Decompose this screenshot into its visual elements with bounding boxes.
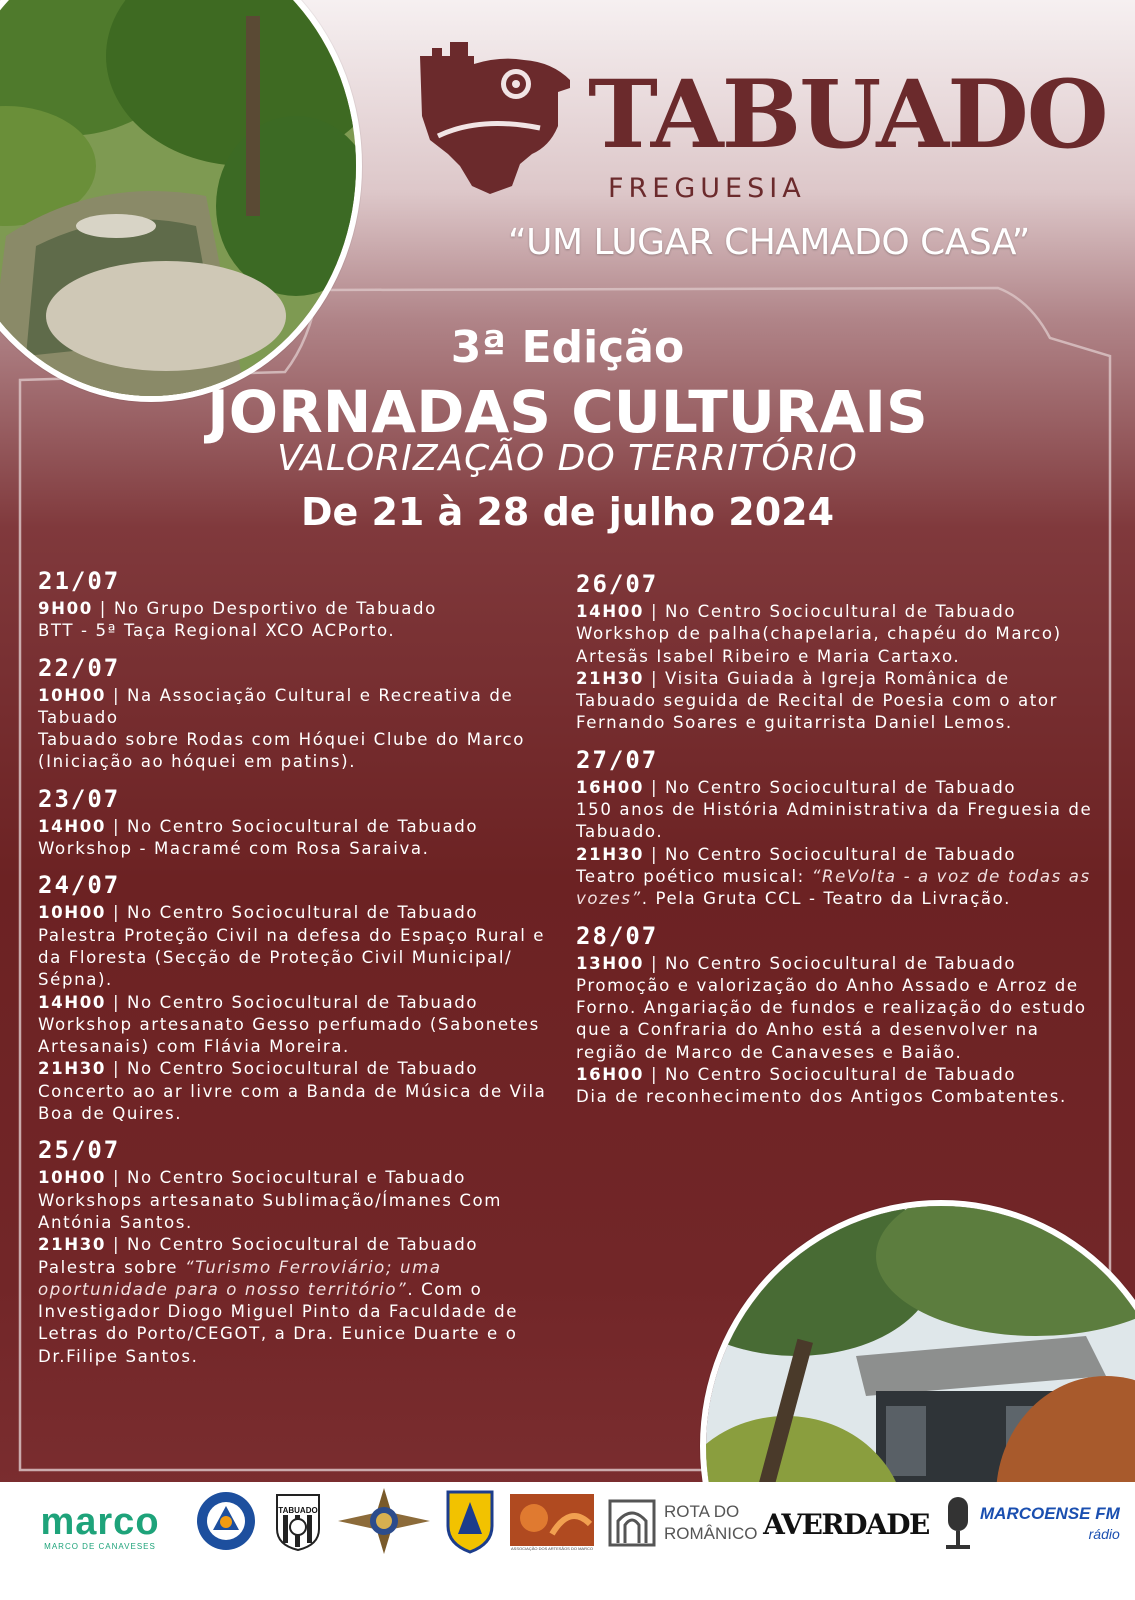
- schedule-entry: [38, 816, 548, 861]
- entry-desc: 150 anos de História Administrativa da Freguesia de Tabuado.: [576, 800, 1093, 842]
- entry-place: | No Centro Sociocultural de Tabuado: [644, 844, 1017, 864]
- entry-place: | No Centro Sociocultural de Tabuado: [644, 602, 1017, 621]
- day-date: 28/07: [576, 921, 659, 950]
- entry-place: | No Centro Sociocultural de Tabuado: [106, 1059, 479, 1079]
- compass-logo: [336, 1486, 432, 1556]
- schedule-entry: [576, 601, 1096, 668]
- schedule-entry: [576, 844, 1096, 911]
- schedule-entry: [38, 598, 548, 643]
- entry-time: 14H00: [38, 992, 107, 1012]
- entry-place: | Na Associação Cultural e Recreativa de Tabuado: [38, 685, 514, 727]
- entry-time: 14H00: [38, 816, 107, 836]
- entry-time: 14H00: [576, 602, 645, 621]
- entry-time: 21H30: [38, 1235, 107, 1255]
- entry-time: 9H00: [38, 599, 93, 618]
- day-date: 27/07: [576, 745, 659, 774]
- entry-place: | No Centro Sociocultural de Tabuado: [106, 992, 479, 1012]
- day-date: 25/07: [38, 1136, 121, 1165]
- entry-desc: Palestra sobre: [38, 1257, 185, 1277]
- entry-desc-end: . Com o Investigador Diogo Miguel Pinto da Faculdade de Letras do Porto/CEGOT, a Dra. Eunice Duarte e o Dr.Filipe Santos.: [38, 1279, 519, 1366]
- entry-desc: Palestra Proteção Civil na defesa do Espaço Rural e da Floresta (Secção de Proteção Civil Municipal/ Sépna).: [38, 925, 546, 990]
- schedule-entry: [38, 1234, 548, 1368]
- schedule-day: [38, 870, 548, 1125]
- entry-desc: Dia de reconhecimento dos Antigos Combatentes.: [576, 1087, 1067, 1107]
- rota-text-2: ROMÂNICO: [664, 1524, 758, 1543]
- entry-time: 16H00: [576, 1065, 645, 1085]
- entry-desc: Workshop de palha(chapelaria, chapéu do Marco) Artesãs Isabel Ribeiro e Maria Cartaxo.: [576, 624, 1062, 666]
- entry-time: 21H30: [576, 668, 645, 688]
- marcoense-text: MARCOENSE FM: [980, 1504, 1120, 1523]
- entry-place: | No Centro Sociocultural de Tabuado: [644, 1065, 1017, 1085]
- schedule-day: [38, 784, 548, 861]
- sponsor-bar: [0, 1482, 1135, 1600]
- edition: 3ª Edição: [450, 322, 685, 373]
- arch-icon: [608, 1499, 656, 1547]
- schedule-day: [38, 566, 548, 643]
- entry-desc-italic: “ReVolta - a voz de todas as vozes”: [576, 866, 1091, 909]
- entry-place: | No Centro Sociocultural e Tabuado: [106, 1168, 467, 1188]
- entry-place: | Visita Guiada à Igreja Românica de Tabuado seguida de Recital de Poesia com o ator Fernando Soares e guitarrista Daniel Lemos.: [576, 668, 1059, 733]
- entry-time: 21H30: [576, 844, 645, 864]
- day-date: 26/07: [576, 570, 659, 598]
- entry-place: | No Grupo Desportivo de Tabuado: [92, 599, 437, 618]
- schedule-entry: [576, 1064, 1096, 1109]
- artesaos-logo: [510, 1490, 594, 1554]
- entry-time: 10H00: [38, 685, 107, 705]
- schedule-day: [576, 921, 1096, 1109]
- entry-time: 21H30: [38, 1059, 107, 1079]
- marcoense-sub: rádio: [1088, 1526, 1120, 1542]
- entry-desc: Teatro poético musical:: [576, 866, 812, 886]
- day-date: 24/07: [38, 871, 121, 900]
- day-date: 22/07: [38, 653, 121, 682]
- entry-desc: Workshop artesanato Gesso perfumado (Sabonetes Artesanais) com Flávia Moreira.: [38, 1014, 540, 1057]
- schedule-day: [38, 653, 548, 774]
- tabuado-map-icon: [420, 36, 600, 201]
- schedule-entry: [38, 992, 548, 1059]
- schedule-entry: [38, 1167, 548, 1234]
- schedule-entry: [576, 777, 1096, 844]
- entry-place: | No Centro Sociocultural de Tabuado: [644, 777, 1017, 797]
- entry-time: 13H00: [576, 953, 645, 973]
- brand-sub: FREGUESIA: [608, 173, 806, 204]
- entry-time: 16H00: [576, 777, 645, 797]
- averdade-logo: [763, 1500, 929, 1548]
- schedule-entry: [576, 668, 1096, 735]
- schedule-day: [576, 745, 1096, 911]
- entry-place: | No Centro Sociocultural de Tabuado: [644, 953, 1017, 973]
- entry-place: | No Centro Sociocultural de Tabuado: [106, 816, 479, 836]
- rota-romanico-logo: [608, 1496, 758, 1550]
- marco-logo: [16, 1496, 184, 1556]
- event-title: JORNADAS CULTURAIS: [207, 378, 928, 446]
- entry-time: 10H00: [38, 903, 107, 923]
- event-dates: De 21 à 28 de julho 2024: [300, 490, 835, 534]
- tabuado-club-text: TABUADO: [278, 1506, 318, 1515]
- schedule-entry: [38, 1058, 548, 1125]
- schedule-day: [576, 569, 1096, 735]
- marco-logo-sub: MARCO DE CANAVESES: [44, 1541, 156, 1551]
- artesaos-text: ASSOCIAÇÃO DOS ARTESÃOS DO MARCO: [511, 1545, 593, 1551]
- entry-time: 10H00: [38, 1168, 107, 1188]
- schedule-entry: [576, 953, 1096, 1064]
- averdade-text: AVERDADE: [763, 1507, 929, 1541]
- entry-place: | No Centro Sociocultural de Tabuado: [106, 1235, 479, 1255]
- entry-desc: Workshop - Macramé com Rosa Saraiva.: [38, 839, 430, 859]
- schedule-left: [38, 566, 548, 1378]
- tabuado-club-logo: [273, 1492, 323, 1552]
- entry-desc: BTT - 5ª Taça Regional XCO ACPorto.: [38, 621, 396, 641]
- marco-logo-text: marco: [40, 1500, 160, 1543]
- event-subtitle: VALORIZAÇÃO DO TERRITÓRIO: [277, 438, 858, 479]
- entry-desc-end: . Pela Gruta CCL - Teatro da Livração.: [641, 889, 1012, 909]
- brand-name: TABUADO: [588, 60, 1107, 170]
- rota-text-1: ROTA DO: [664, 1502, 740, 1521]
- microphone-icon: [938, 1495, 978, 1553]
- tabuado-logo: [428, 36, 1107, 216]
- day-date: 21/07: [38, 567, 121, 595]
- entry-desc: Concerto ao ar livre com a Banda de Música de Vila Boa de Quires.: [38, 1081, 547, 1124]
- entry-place: | No Centro Sociocultural de Tabuado: [106, 903, 479, 923]
- schedule-entry: [38, 685, 548, 774]
- entry-desc-italic: “Turismo Ferroviário; uma oportunidade para o nosso território”: [38, 1257, 442, 1299]
- schedule-entry: [38, 902, 548, 991]
- protecao-civil-logo: [195, 1490, 257, 1552]
- schedule-day: [38, 1135, 548, 1368]
- schedule-right: [576, 569, 1096, 1119]
- marcoense-fm-logo: [938, 1492, 1128, 1556]
- day-date: 23/07: [38, 784, 121, 813]
- slogan: “UM LUGAR CHAMADO CASA”: [508, 222, 1030, 263]
- crest-logo: [446, 1488, 494, 1554]
- entry-desc: Tabuado sobre Rodas com Hóquei Clube do Marco (Iniciação ao hóquei em patins).: [38, 730, 525, 772]
- entry-desc: Workshops artesanato Sublimação/Ímanes Com Antónia Santos.: [38, 1190, 503, 1232]
- entry-desc: Promoção e valorização do Anho Assado e Arroz de Forno. Angariação de fundos e realização do estudo que a Confraria do Anho está a desenvolver na região de Marco de Canaveses e Baião.: [576, 975, 1087, 1062]
